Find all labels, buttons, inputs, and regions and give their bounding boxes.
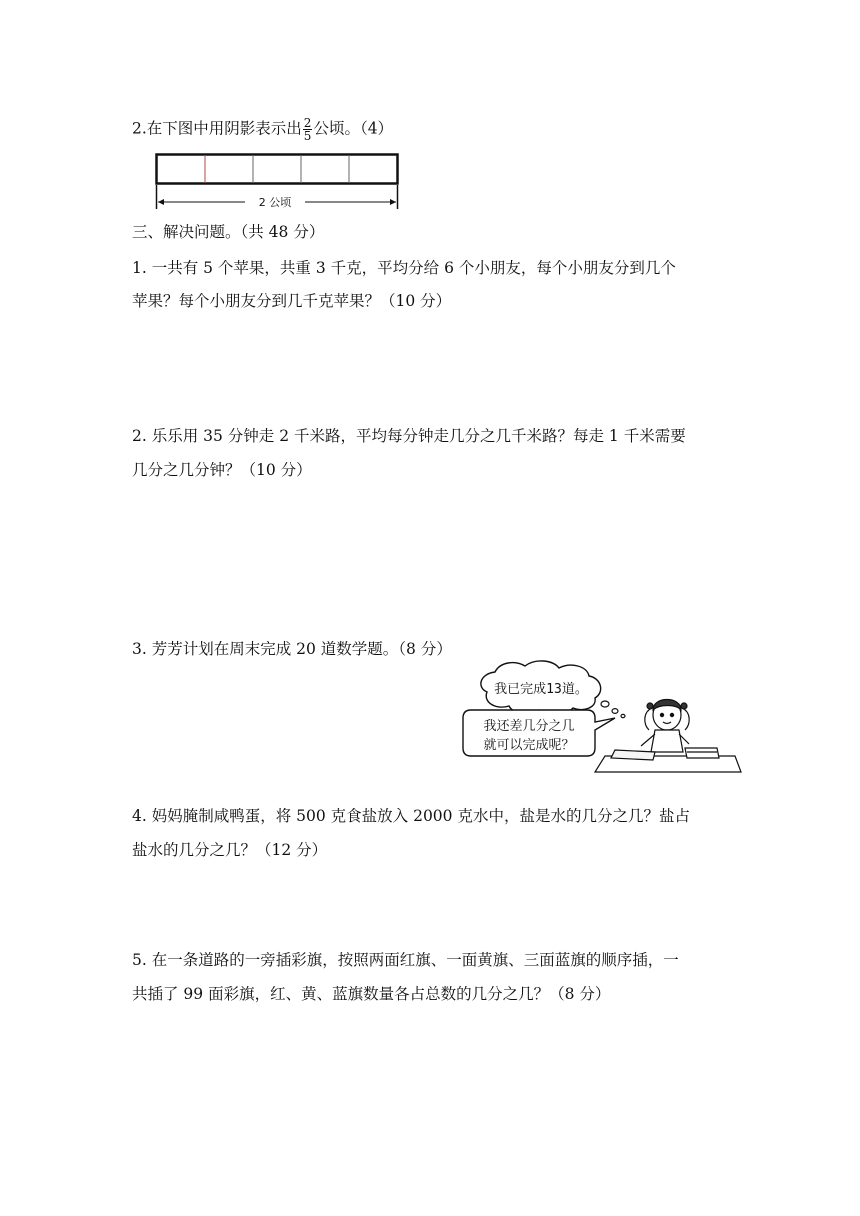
- speech-bubble-line-2: 就可以完成呢？: [483, 738, 575, 753]
- problem-5-line-1: 5. 在一条道路的一旁插彩旗，按照两面红旗、一面黄旗、三面蓝旗的顺序插，一: [132, 951, 679, 969]
- problem-2-line-2: 几分之几分钟？（10 分）: [132, 461, 312, 479]
- strip-outer-box[interactable]: [157, 155, 398, 184]
- strip-label: 2 公顷: [258, 196, 292, 209]
- speech-bubble-line-1: 我还差几分之几: [483, 719, 575, 734]
- problem-4-line-2: 盐水的几分之几？（12 分）: [132, 841, 328, 859]
- girl-thinking-illustration: [455, 660, 745, 775]
- fraction-two-fifths: $\frac{2}{5}$: [303, 116, 312, 143]
- problem-5-line-2: 共插了 99 面彩旗，红、黄、蓝旗数量各占总数的几分之几？（8 分）: [132, 985, 611, 1003]
- section-3-title: 三、解决问题。（共 48 分）: [132, 223, 325, 241]
- question-2-shading: [132, 117, 393, 142]
- strip-arrow-left: [158, 199, 164, 205]
- problem-3-line-1: 3. 芳芳计划在周末完成 20 道数学题。（8 分）: [132, 640, 452, 658]
- problem-1-line-2: 苹果？每个小朋友分到几千克苹果？（10 分）: [132, 292, 452, 310]
- thought-dot-2: [612, 709, 618, 714]
- problem-1-line-1: 1. 一共有 5 个苹果，共重 3 千克，平均分给 6 个小朋友，每个小朋友分到几个: [132, 259, 676, 277]
- hectare-strip-diagram[interactable]: [155, 153, 403, 211]
- thought-bubble-text: 我已完成13道。: [494, 682, 588, 697]
- girl-figure-icon: [641, 700, 689, 753]
- question-2-prefix: 2.在下图中用阴影表示出: [132, 119, 302, 138]
- problem-4-line-1: 4. 妈妈腌制咸鸭蛋，将 500 克食盐放入 2000 克水中，盐是水的几分之几？盐占: [132, 807, 690, 825]
- thought-dot-1: [601, 701, 609, 707]
- problem-2-line-1: 2. 乐乐用 35 分钟走 2 千米路，平均每分钟走几分之几千米路？每走 1 千米需要: [132, 427, 686, 445]
- strip-arrow-right: [390, 199, 396, 205]
- thought-dot-3: [621, 714, 625, 717]
- question-2-suffix: 公顷。（4）: [313, 119, 394, 138]
